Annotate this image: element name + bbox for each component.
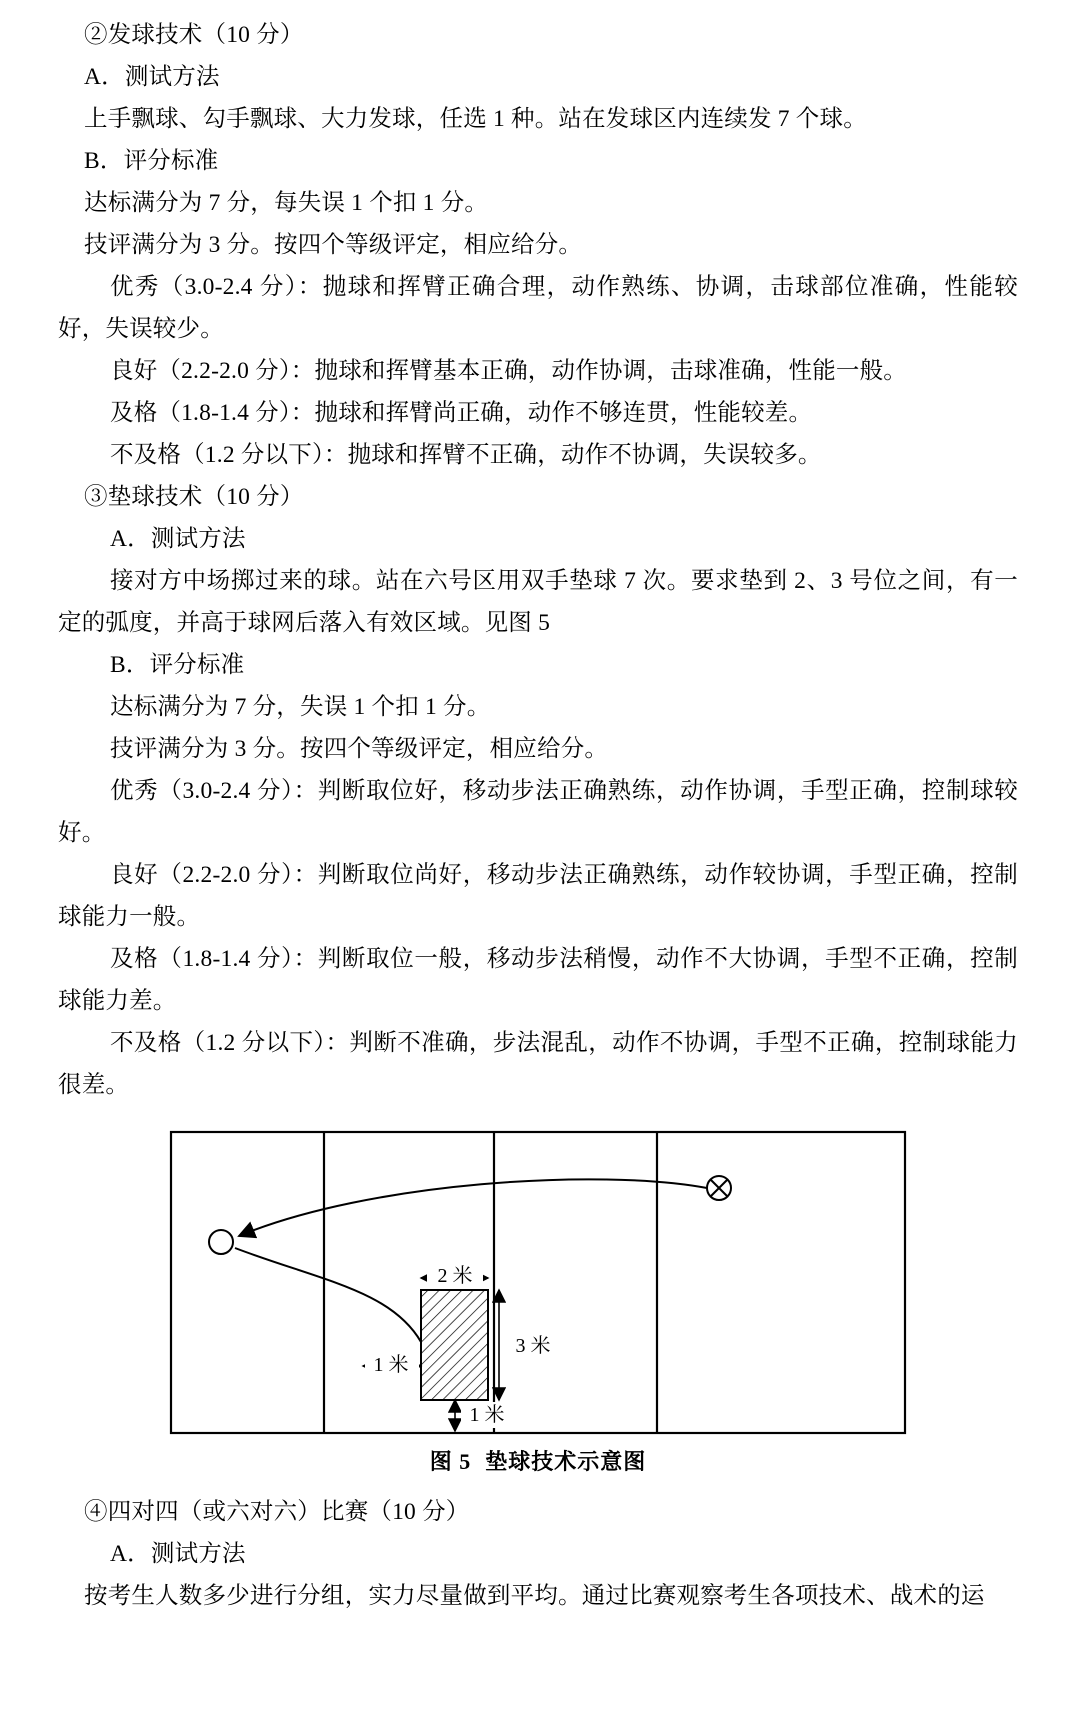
paragraph-dig-criteria-tech: 技评满分为 3 分。按四个等级评定，相应给分。 <box>110 736 609 762</box>
label-right-height: 3 米 <box>515 1335 551 1357</box>
paragraph-dig-criteria-label: B．评分标准 <box>110 652 245 678</box>
throw-path-arrow <box>239 1179 707 1236</box>
paragraph-match-method-body: 按考生人数多少进行分组，实力尽量做到平均。通过比赛观察考生各项技术、战术的运 <box>84 1583 985 1609</box>
paragraph-heading-match: ④四对四（或六对六）比赛（10 分） <box>84 1499 470 1525</box>
paragraph-serve-grade-excellent: 优秀（3.0-2.4 分）：抛球和挥臂正确合理，动作熟练、协调，击球部位准确，性能较好，失误较少。 <box>58 274 1018 342</box>
figure-5-diagram <box>169 1130 907 1435</box>
label-left-width: 1 米 <box>373 1354 409 1376</box>
paragraph-heading-dig: ③垫球技术（10 分） <box>84 484 304 510</box>
paragraph-serve-criteria-label: B．评分标准 <box>84 148 219 174</box>
paragraph-dig-grade-excellent: 优秀（3.0-2.4 分）：判断取位好，移动步法正确熟练，动作协调，手型正确，控制球较好。 <box>58 778 1018 846</box>
figure-caption-title: 垫球技术示意图 <box>485 1449 647 1474</box>
paragraph-serve-method-body: 上手飘球、勾手飘球、大力发球，任选 1 种。站在发球区内连续发 7 个球。 <box>84 106 867 132</box>
paragraph-dig-method-label: A．测试方法 <box>110 526 246 552</box>
paragraph-serve-criteria-tech: 技评满分为 3 分。按四个等级评定，相应给分。 <box>84 232 583 258</box>
paragraph-serve-grade-fail: 不及格（1.2 分以下）：抛球和挥臂不正确，动作不协调，失误较多。 <box>110 442 822 468</box>
figure-caption-number: 图 5 <box>429 1449 472 1474</box>
figure-5 <box>58 1130 1018 1435</box>
paragraph-heading-serve: ②发球技术（10 分） <box>84 22 304 48</box>
paragraph-dig-grade-good: 良好（2.2-2.0 分）：判断取位尚好，移动步法正确熟练，动作较协调，手型正确，控制球能力一般。 <box>58 862 1018 930</box>
paragraph-dig-method-body: 接对方中场掷过来的球。站在六号区用双手垫球 7 次。要求垫到 2、3 号位之间，有一定的弧度，并高于球网后落入有效区域。见图 5 <box>58 568 1018 636</box>
paragraph-serve-criteria-score: 达标满分为 7 分，每失误 1 个扣 1 分。 <box>84 190 489 216</box>
paragraph-dig-grade-fail: 不及格（1.2 分以下）：判断不准确，步法混乱，动作不协调，手型不正确，控制球能力很差。 <box>58 1030 1018 1098</box>
player-marker-icon <box>209 1230 233 1254</box>
label-top-width: 2 米 <box>437 1265 473 1287</box>
paragraph-match-method-label: A．测试方法 <box>110 1541 246 1567</box>
paragraph-dig-criteria-score: 达标满分为 7 分，失误 1 个扣 1 分。 <box>110 694 491 720</box>
dig-path-arrow <box>235 1248 421 1342</box>
volleyball-court-diagram <box>169 1130 907 1435</box>
paragraph-serve-method-label: A．测试方法 <box>84 64 220 90</box>
court-outline <box>171 1132 905 1433</box>
label-bottom-offset: 1 米 <box>469 1404 505 1426</box>
figure-caption <box>58 1445 1018 1479</box>
target-zone <box>421 1290 488 1400</box>
paragraph-serve-grade-good: 良好（2.2-2.0 分）：抛球和挥臂基本正确，动作协调，击球准确，性能一般。 <box>110 358 907 384</box>
paragraph-serve-grade-pass: 及格（1.8-1.4 分）：抛球和挥臂尚正确，动作不够连贯，性能较差。 <box>110 400 813 426</box>
paragraph-dig-grade-pass: 及格（1.8-1.4 分）：判断取位一般，移动步法稍慢，动作不大协调，手型不正确，控制球能力差。 <box>58 946 1018 1014</box>
